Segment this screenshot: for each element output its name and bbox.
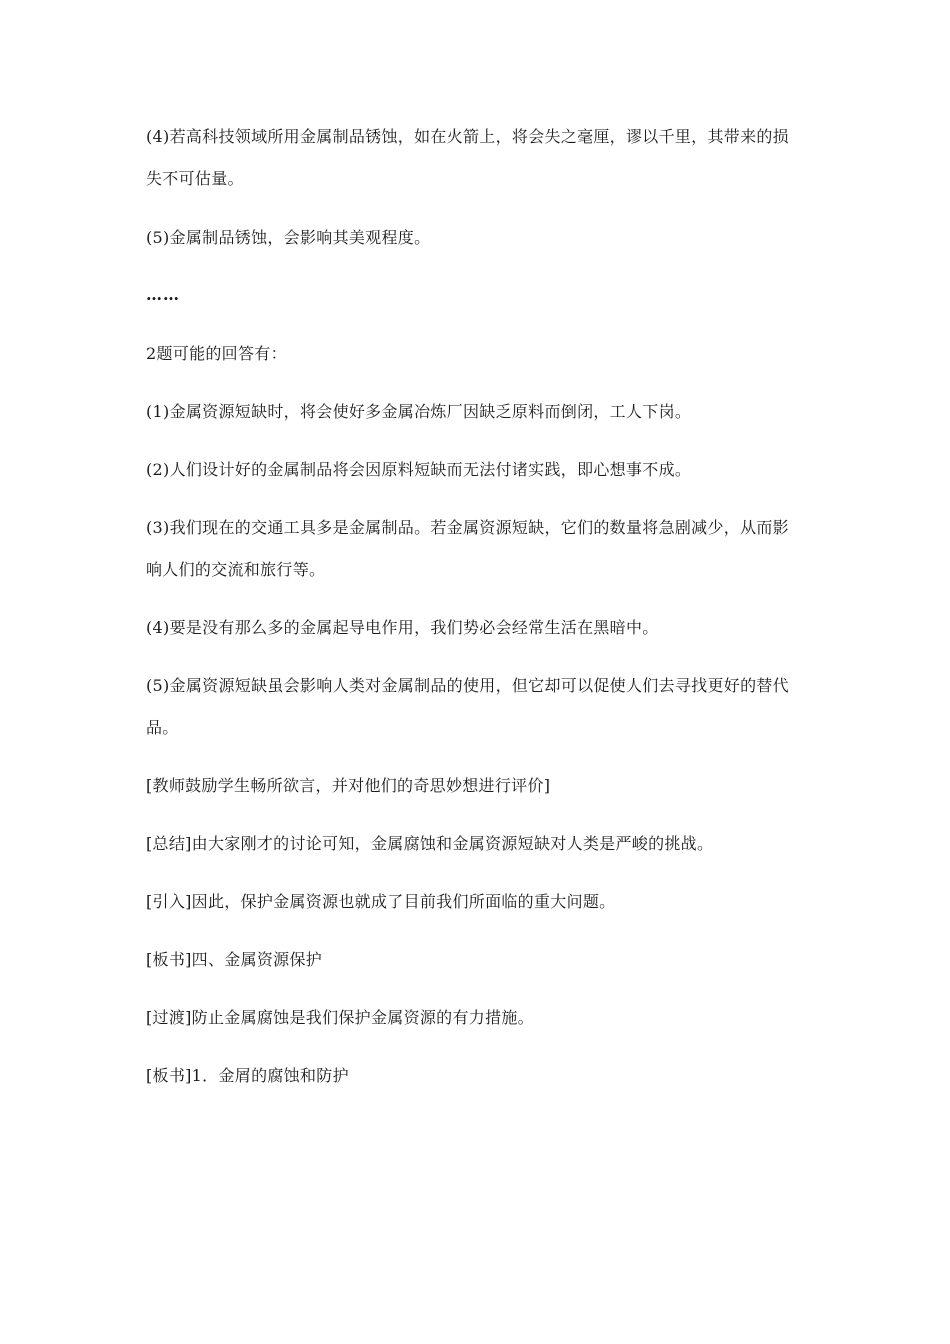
- paragraph-line: (5)金属资源短缺虽会影响人类对金属制品的使用，但它却可以促使人们去寻找更好的替代: [146, 676, 789, 695]
- paragraph-line: [总结]由大家刚才的讨论可知，金属腐蚀和金属资源短缺对人类是严峻的挑战。: [146, 834, 714, 853]
- paragraph-line: [过渡]防止金属腐蚀是我们保护金属资源的有力措施。: [146, 1008, 534, 1027]
- paragraph-line: [引入]因此，保护金属资源也就成了目前我们所面临的重大问题。: [146, 892, 616, 911]
- paragraph-line: 品。: [146, 718, 179, 737]
- paragraph-line: [板书]1．金屑的腐蚀和防护: [146, 1066, 349, 1085]
- ellipsis-line: ……: [146, 285, 180, 304]
- paragraph-line: (4)若高科技领域所用金属制品锈蚀，如在火箭上，将会失之毫厘，谬以千里，其带来的损: [146, 127, 789, 146]
- paragraph-line: (5)金属制品锈蚀，会影响其美观程度。: [146, 228, 431, 247]
- paragraph-line: [教师鼓励学生畅所欲言，并对他们的奇思妙想进行评价]: [146, 776, 551, 795]
- paragraph-line: (2)人们设计好的金属制品将会因原料短缺而无法付诸实践，即心想事不成。: [146, 460, 692, 479]
- paragraph-line: (3)我们现在的交通工具多是金属制品。若金属资源短缺，它们的数量将急剧减少，从而影: [146, 518, 789, 537]
- paragraph-line: 失不可估量。: [146, 169, 244, 188]
- paragraph-line: (1)金属资源短缺时，将会使好多金属冶炼厂因缺乏原料而倒闭，工人下岗。: [146, 402, 692, 421]
- paragraph-line: [板书]四、金属资源保护: [146, 950, 323, 969]
- paragraph-line: (4)要是没有那么多的金属起导电作用，我们势必会经常生活在黑暗中。: [146, 618, 659, 637]
- paragraph-line: 响人们的交流和旅行等。: [146, 560, 326, 579]
- section-heading: 2题可能的回答有：: [146, 344, 287, 363]
